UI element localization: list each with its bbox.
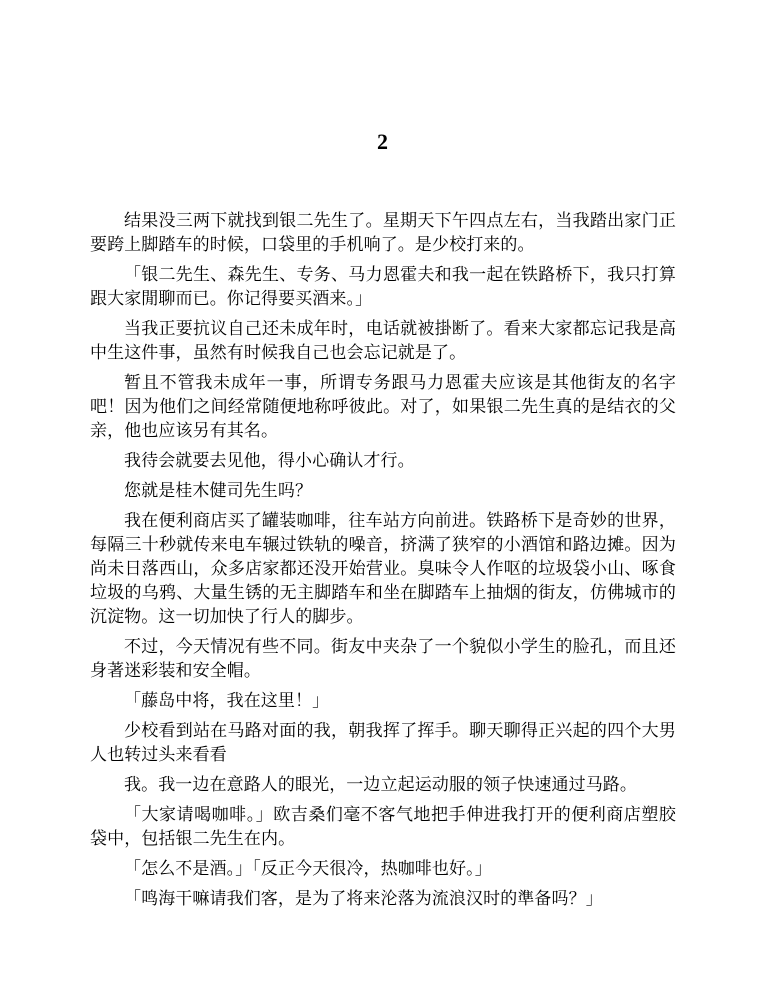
- paragraph: 您就是桂木健司先生吗？: [124, 481, 313, 501]
- paragraph: 「藤岛中将，我在这里！」: [124, 691, 330, 711]
- paragraph: 结果没三两下就找到银二先生了。星期天下午四点左右，当我踏出家门正要跨上脚踏车的时候，口袋里的手机响了。是少校打来的。: [90, 211, 676, 255]
- chapter-body: [90, 209, 676, 917]
- chapter-number: 2: [377, 129, 388, 154]
- paragraph: 「怎么不是酒。」「反正今天很冷，热咖啡也好。」: [124, 859, 492, 879]
- paragraph: 我。我一边在意路人的眼光，一边立起运动服的领子快速通过马路。: [124, 775, 637, 795]
- paragraph: 我在便利商店买了罐装咖啡，往车站方向前进。铁路桥下是奇妙的世界，每隔三十秒就传来电车辗过铁轨的噪音，挤满了狭窄的小酒馆和路边摊。因为尚未日落西山，众多店家都还没开始营业。臭味令人作呕的垃圾袋小山、啄食垃圾的乌鸦、大量生锈的无主脚踏车和坐在脚踏车上抽烟的街友，仿佛城市的沉淀物。这一切加快了行人的脚步。: [90, 511, 676, 627]
- paragraph: 不过，今天情况有些不同。街友中夹杂了一个貌似小学生的脸孔，而且还身著迷彩装和安全帽。: [90, 637, 676, 681]
- paragraph: 暂且不管我未成年一事，所谓专务跟马力恩霍夫应该是其他街友的名字吧！因为他们之间经常随便地称呼彼此。对了，如果银二先生真的是结衣的父亲，他也应该另有其名。: [90, 373, 676, 441]
- paragraph: 「大家请喝咖啡。」欧吉桑们毫不客气地把手伸进我打开的便利商店塑胶袋中，包括银二先生在内。: [90, 805, 676, 849]
- paragraph: 「鸣海干嘛请我们客，是为了将来沦落为流浪汉时的準备吗？」: [124, 889, 603, 909]
- paragraph: 少校看到站在马路对面的我，朝我挥了挥手。聊天聊得正兴起的四个大男人也转过头来看看: [90, 721, 676, 765]
- paragraph: 当我正要抗议自己还未成年时，电话就被掛断了。看来大家都忘记我是高中生这件事，虽然有时候我自己也会忘记就是了。: [90, 319, 676, 363]
- paragraph: 我待会就要去见他，得小心确认才行。: [124, 451, 415, 471]
- paragraph: 「银二先生、森先生、专务、马力恩霍夫和我一起在铁路桥下，我只打算跟大家閒聊而已。你记得要买酒来。」: [90, 265, 676, 309]
